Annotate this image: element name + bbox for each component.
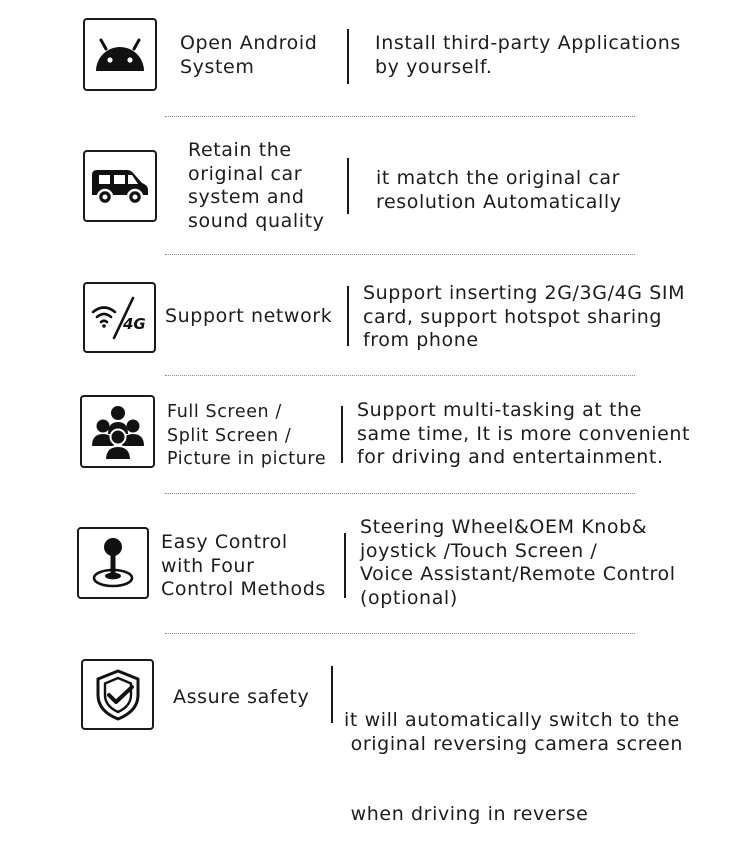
feature-title: Open Android System [180,32,318,78]
dotted-divider [165,493,635,494]
feature-description: it will automatically switch to the original reversing camera screen when driving in reverse [344,709,683,825]
network-4g-icon-box [83,282,156,353]
feature-title: Assure safety [173,686,310,708]
joystick-icon [90,536,136,590]
feature-title: Retain the original car system and sound quality [188,139,325,232]
network-4g-icon [89,295,151,341]
separator-bar [341,406,343,463]
dotted-divider [165,633,635,634]
feature-description: Steering Wheel&OEM Knob& joystick /Touch Screen / Voice Assistant/Remote Control (optional) [360,516,676,609]
dotted-divider [165,254,635,255]
feature-description: Support multi-tasking at the same time, It is more convenient for driving and entertainment. [357,399,691,468]
people-group-icon-box [80,395,155,468]
feature-title: Full Screen / Split Screen / Picture in picture [167,402,327,469]
separator-bar [347,158,349,214]
feature-title: Support network [165,305,333,327]
people-group-icon [89,404,147,460]
car-icon-box [83,150,157,222]
feature-description: Support inserting 2G/3G/4G SIM card, support hotspot sharing from phone [363,282,686,351]
svg-text:4G: 4G [122,314,146,333]
dotted-divider [165,375,635,376]
separator-bar [347,286,349,346]
separator-bar [347,29,349,84]
android-icon [92,35,148,75]
shield-check-icon [94,669,142,721]
feature-description: Install third-party Applications by yourself. [375,32,681,78]
joystick-icon-box [77,527,149,599]
dotted-divider [165,116,635,117]
separator-bar [331,666,333,723]
feature-description: it match the original car resolution Automatically [376,167,622,213]
separator-bar [344,533,346,598]
android-icon-box [83,18,157,91]
feature-title: Easy Control with Four Control Methods [161,531,326,600]
shield-check-icon-box [81,659,154,730]
car-icon [89,165,151,207]
